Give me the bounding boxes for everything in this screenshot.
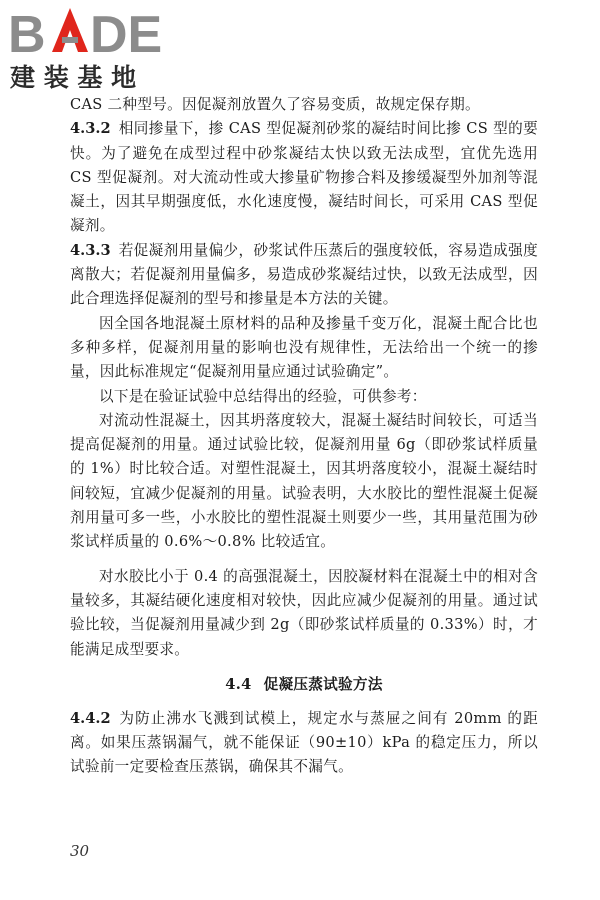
clause-number: 4.3.2 bbox=[70, 120, 111, 138]
logo-letter-a-mark bbox=[52, 8, 88, 52]
logo-graphic bbox=[8, 4, 178, 94]
logo-subtitle: 建 装 基 地 bbox=[10, 63, 137, 92]
page-number: 30 bbox=[70, 842, 90, 860]
paragraph-continuation: CAS 二种型号。因促凝剂放置久了容易变质，故规定保存期。 bbox=[70, 96, 480, 113]
brand-logo bbox=[8, 4, 178, 94]
clause-4-4-2 bbox=[70, 707, 538, 780]
clause-number: 4.3.3 bbox=[70, 241, 111, 259]
clause-4-3-3 bbox=[70, 239, 538, 312]
paragraph: 因全国各地混凝土原材料的品种及掺量千变万化，混凝土配合比也多种多样，促凝剂用量的影响也没有规律性，无法给出一个统一的掺量，因此标准规定“促凝剂用量应通过试验确定”。 bbox=[70, 314, 538, 381]
clause-number: 4.4.2 bbox=[70, 709, 111, 727]
clause-text: 若促凝剂用量偏少，砂浆试件压蒸后的强度较低，容易造成强度离散大；若促凝剂用量偏多，易造成砂浆凝结过快，以致无法成型，因此合理选择促凝剂的型号和掺量是本方法的关键。 bbox=[70, 241, 538, 308]
section-heading bbox=[70, 673, 538, 697]
paragraph: 对水胶比小于 0.4 的高强混凝土，因胶凝材料在混凝土中的相对含量较多，其凝结硬化速度相对较快，因此应减少促凝剂的用量。通过试验比较，当促凝剂用量减少到 2g（即砂浆试样质量的 0.33%）时，才能满足成型要求。 bbox=[70, 567, 538, 658]
clause-4-3-2 bbox=[70, 117, 538, 238]
document-body bbox=[70, 93, 538, 780]
paragraph: 对流动性混凝土，因其坍落度较大，混凝土凝结时间较长，可适当提高促凝剂的用量。通过试验比较，促凝剂用量 6g（即砂浆试样质量的 1%）时比较合适。对塑性混凝土，因其坍落度较小，混凝土凝结时间较短，宜减少促凝剂的用量。试验表明，大水胶比的塑性混凝土促凝剂用量可多一些，小水胶比的塑性混凝土则要少一些，其用量范围为砂浆试样质量的 0.6%～0.8% 比较适宜。 bbox=[70, 411, 538, 551]
logo-letters-de: DE bbox=[90, 6, 163, 64]
section-title: 促凝压蒸试验方法 bbox=[263, 675, 383, 693]
paragraph: 以下是在验证试验中总结得出的经验，可供参考： bbox=[99, 387, 427, 405]
clause-text: 相同掺量下，掺 CAS 型促凝剂砂浆的凝结时间比掺 CS 型的要快。为了避免在成型过程中砂浆凝结太快以致无法成型，宜优先选用 CS 型促凝剂。对大流动性或大掺量矿物掺合料及掺缓凝型外加剂等混凝土，因其早期强度低，水化速度慢，凝结时间长，可采用 CAS 型促凝剂。 bbox=[70, 120, 538, 235]
logo-letter-b: B bbox=[8, 6, 46, 64]
section-number: 4.4 bbox=[225, 675, 252, 693]
clause-text: 为防止沸水飞溅到试模上，规定水与蒸屉之间有 20mm 的距离。如果压蒸锅漏气，就不能保证（90±10）kPa 的稳定压力，所以试验前一定要检查压蒸锅，确保其不漏气。 bbox=[70, 709, 538, 776]
